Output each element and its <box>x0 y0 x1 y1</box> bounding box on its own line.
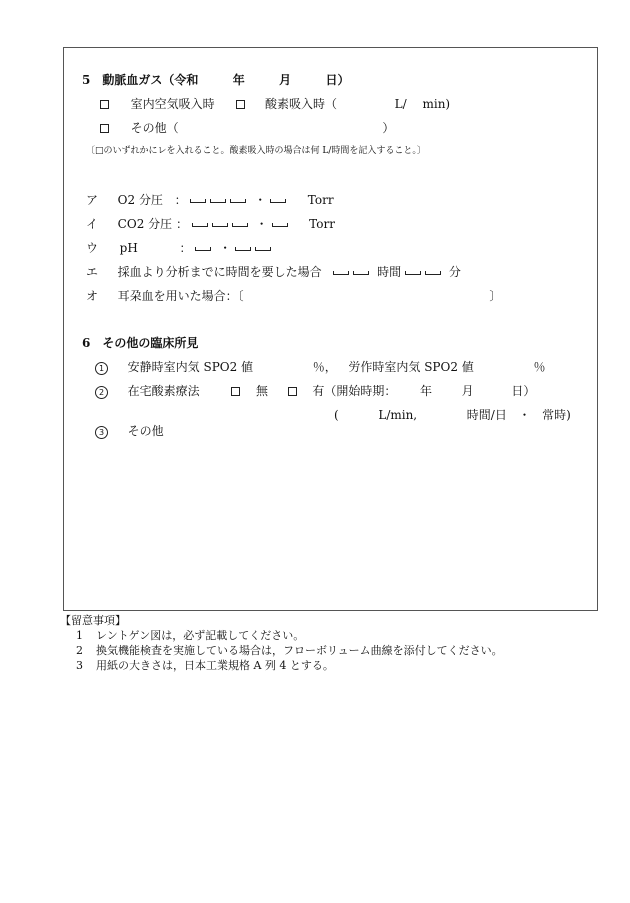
row-i <box>86 217 335 231</box>
digit-box[interactable] <box>425 271 441 275</box>
home-oxygen-none-checkbox[interactable] <box>231 387 240 396</box>
digit-box[interactable] <box>255 247 271 251</box>
row-a-unit: Torr <box>307 193 334 207</box>
item1-text2: 労作時室内気 SPO2 値 <box>348 360 474 374</box>
note-num: 3 <box>76 659 83 672</box>
note-text: レントゲン図は，必ず記載してください。 <box>96 629 305 642</box>
digit-box[interactable] <box>195 247 211 251</box>
item2-month: 月 <box>461 384 474 398</box>
item2-text: 在宅酸素療法 <box>127 384 200 398</box>
section6-item2-line2 <box>334 408 571 422</box>
note-text: 換気機能検査を実施している場合は，フローボリューム曲線を添付してください。 <box>96 644 503 657</box>
row-u-colon: ： <box>179 241 192 255</box>
section5-month: 月 <box>279 73 292 87</box>
digit-box[interactable] <box>235 247 251 251</box>
item2-none: 無 <box>255 384 268 398</box>
row-e-minutes: 分 <box>448 265 461 279</box>
oxygen-unit: L/ min) <box>394 97 451 111</box>
item2-day: 日） <box>511 384 536 398</box>
home-oxygen-yes-checkbox[interactable] <box>288 387 297 396</box>
digit-box[interactable] <box>270 199 286 203</box>
digit-box[interactable] <box>190 199 206 203</box>
note-text: 用紙の大きさは，日本工業規格 A 列 4 とする。 <box>96 659 334 672</box>
digit-box[interactable] <box>232 223 248 227</box>
row-i-label: CO2 分圧 <box>117 217 173 231</box>
circled-number: 1 <box>95 362 108 375</box>
row-a-dot: ・ <box>254 193 267 207</box>
row-i-colon: ： <box>175 217 188 231</box>
row-a-label: O2 分圧 <box>117 193 163 207</box>
oxygen-checkbox[interactable] <box>236 100 245 109</box>
section5-row-other <box>100 121 394 135</box>
row-o-kana: オ <box>86 289 99 303</box>
digit-box[interactable] <box>405 271 421 275</box>
row-e-kana: エ <box>86 265 99 279</box>
row-o-label: 耳朶血を用いた場合：〔 <box>117 289 244 303</box>
room-air-label: 室内空気吸入時 <box>130 97 215 111</box>
digit-box[interactable] <box>353 271 369 275</box>
item2-hours: 時間/日 <box>466 408 507 422</box>
section5-note: 〔□のいずれかにレを入れること。酸素吸入時の場合は何 L/時間を記入すること。〕 <box>86 146 426 156</box>
row-e-hours: 時間 <box>377 265 402 279</box>
section6-item3 <box>95 424 164 439</box>
note-num: 2 <box>76 644 83 657</box>
row-u <box>86 241 275 255</box>
other-close: ） <box>382 121 395 135</box>
section5-title <box>82 73 350 87</box>
section6-item2 <box>95 384 535 399</box>
section6-item1 <box>95 360 545 375</box>
item2-yes: 有（開始時期： <box>312 384 397 398</box>
digit-box[interactable] <box>192 223 208 227</box>
item2-open: ( <box>334 408 339 422</box>
note-item <box>76 629 304 643</box>
item2-lmin: L/min, <box>378 408 418 422</box>
row-i-unit: Torr <box>309 217 335 231</box>
item2-always: 常時) <box>542 408 571 422</box>
row-a-kana: ア <box>86 193 99 207</box>
item2-year: 年 <box>419 384 432 398</box>
item1-pct: ％， <box>312 360 337 374</box>
row-e <box>86 265 461 279</box>
section5-year: 年 <box>232 73 245 87</box>
row-o-close: 〕 <box>489 289 502 303</box>
row-o <box>86 289 501 303</box>
row-a <box>86 193 334 207</box>
note-item <box>76 644 503 658</box>
oxygen-label: 酸素吸入時（ <box>264 97 337 111</box>
item2-dot: ・ <box>518 408 531 422</box>
section5-row-intake <box>100 97 450 111</box>
row-e-label: 採血より分析までに時間を要した場合 <box>117 265 322 279</box>
notes-heading: 【留意事項】 <box>60 614 126 627</box>
row-a-colon: ： <box>174 193 187 207</box>
section5-title-text: 5 動脈血ガス（令和 <box>82 73 199 87</box>
section6-title: 6 その他の臨床所見 <box>82 336 199 350</box>
digit-box[interactable] <box>212 223 228 227</box>
item1-text: 安静時室内気 SPO2 値 <box>127 360 254 374</box>
circled-number: 2 <box>95 386 108 399</box>
other-checkbox[interactable] <box>100 124 109 133</box>
digit-box[interactable] <box>230 199 246 203</box>
note-num: 1 <box>76 629 83 642</box>
item3-text: その他 <box>127 424 164 438</box>
row-u-label: pH <box>119 241 138 255</box>
item1-pct2: ％ <box>533 360 546 374</box>
row-i-kana: イ <box>86 217 99 231</box>
circled-number: 3 <box>95 426 108 439</box>
digit-box[interactable] <box>210 199 226 203</box>
row-u-kana: ウ <box>86 241 99 255</box>
row-u-dot: ・ <box>219 241 232 255</box>
section5-day: 日） <box>325 73 350 87</box>
digit-box[interactable] <box>333 271 349 275</box>
digit-box[interactable] <box>272 223 288 227</box>
room-air-checkbox[interactable] <box>100 100 109 109</box>
row-i-dot: ・ <box>255 217 268 231</box>
other-label: その他（ <box>130 121 179 135</box>
note-item <box>76 659 334 673</box>
